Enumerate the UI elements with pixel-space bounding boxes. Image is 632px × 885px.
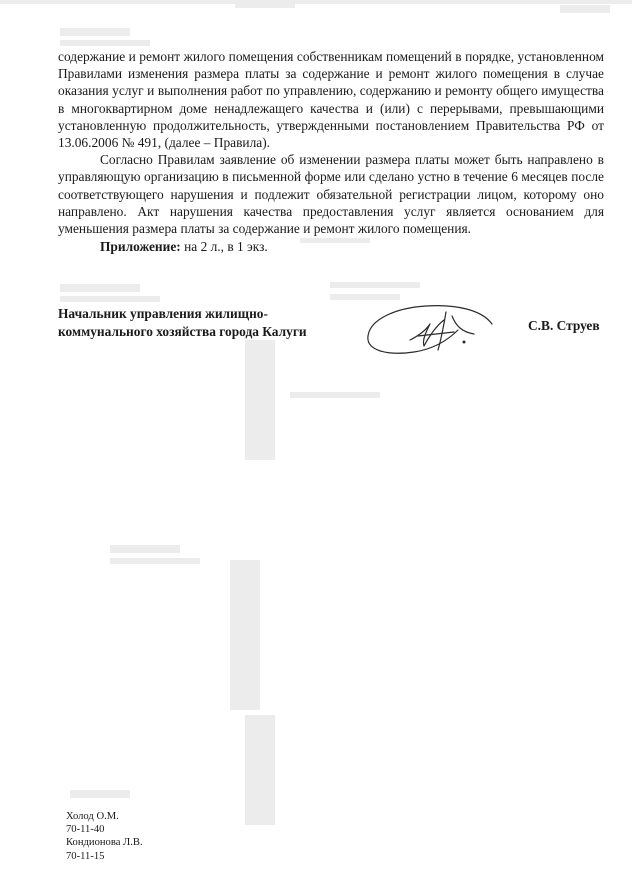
attachment-value: на 2 л., в 1 экз. bbox=[180, 239, 268, 254]
contact-name: Кондионова Л.В. bbox=[66, 837, 143, 849]
signer-position-line: Начальник управления жилищно- bbox=[58, 306, 268, 321]
attachment-label: Приложение: bbox=[100, 239, 181, 254]
attachment-note bbox=[100, 238, 268, 255]
signer-name: С.В. Струев bbox=[528, 318, 600, 333]
letter-body bbox=[58, 48, 604, 237]
handwritten-signature bbox=[364, 296, 514, 366]
letter-paragraph: содержание и ремонт жилого помещения собственникам помещений в порядке, установленном Правилами изменения размера платы за содержание и ремонт жилого помещения в случае оказания услуг и выполнения работ по управлению, содержанию и ремонту общего имущества в многоквартирном доме ненадлежащего качества и (или) с перерывами, превышающими установленную продолжительность, утвержденными постановлением Правительства РФ от 13.06.2006 № 491, (далее – Правила). bbox=[58, 49, 604, 151]
contact-phone: 70-11-40 bbox=[66, 824, 105, 836]
signer-position bbox=[58, 305, 307, 340]
contact-phone: 70-11-15 bbox=[66, 850, 105, 862]
executor-contacts bbox=[66, 810, 143, 863]
contact-name: Холод О.М. bbox=[66, 811, 119, 822]
letter-paragraph: Согласно Правилам заявление об изменении размера платы может быть направлено в управляющую организацию в письменной форме или сделано устно в течение 6 месяцев после соответствующего нарушения и подлежит обязательной регистрации лицом, которому оно направлено. Акт нарушения качества предоставления услуг является основанием для уменьшения размера платы за содержание и ремонт жилого помещения. bbox=[58, 152, 604, 237]
signer-position-line: коммунального хозяйства города Калуги bbox=[58, 323, 307, 339]
